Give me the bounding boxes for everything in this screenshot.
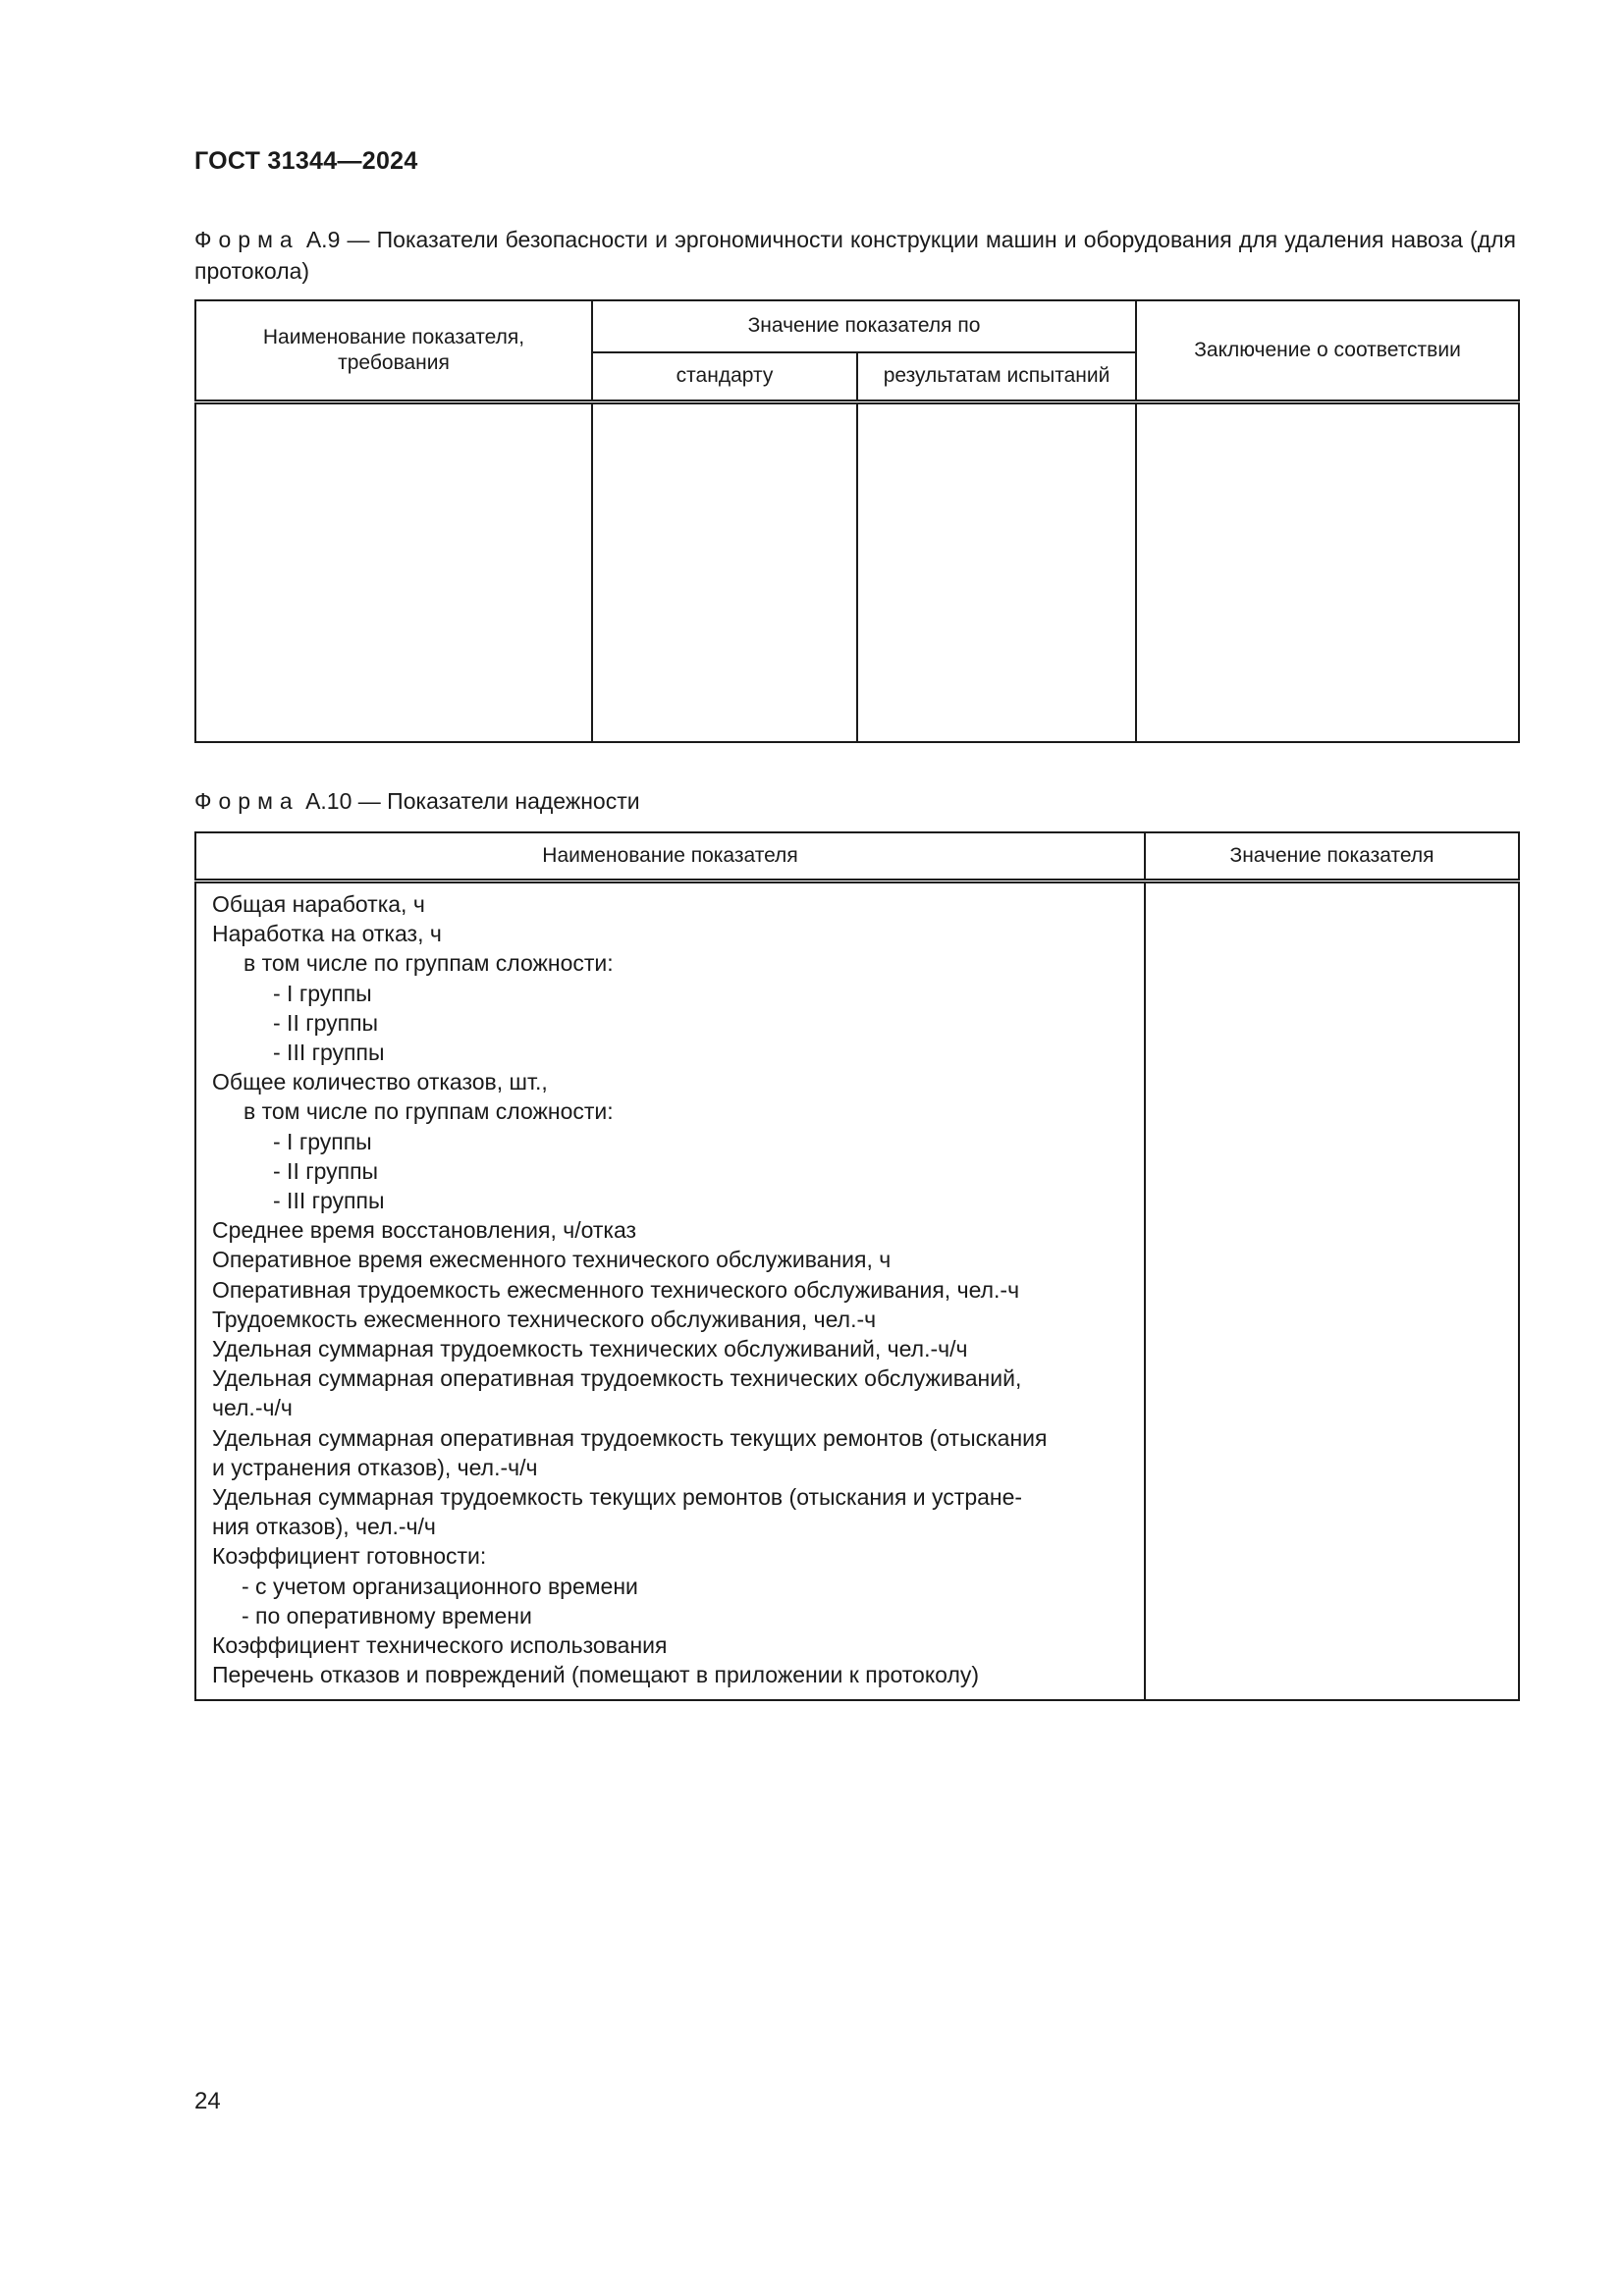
column-header-conclusion: Заключение о соответствии [1136, 300, 1519, 402]
column-header-indicator-name: Наименование показателя [195, 832, 1145, 881]
list-item: Трудоемкость ежесменного технического обслуживания, чел.-ч [212, 1306, 877, 1332]
column-header-indicator-value: Значение показателя [1145, 832, 1519, 881]
list-item: Общая наработка, ч [212, 891, 425, 917]
form-a10-caption [194, 785, 1516, 817]
column-header-test-results: результатам испытаний [857, 352, 1136, 402]
list-item: - III группы [273, 1188, 385, 1214]
list-item: - по оперативному времени [242, 1602, 532, 1629]
list-item: ния отказов), чел.-ч/ч [212, 1514, 436, 1540]
form-a10-caption-prefix: Форма [194, 788, 299, 814]
list-item: Перечень отказов и повреждений (помещают в приложении к протоколу) [212, 1662, 980, 1688]
document-standard-number: ГОСТ 31344—2024 [194, 147, 418, 175]
list-item: в том числе по группам сложности: [244, 1098, 614, 1125]
list-item: Удельная суммарная трудоемкость технических обслуживаний, чел.-ч/ч [212, 1336, 968, 1362]
empty-cell-indicator-name [195, 402, 592, 743]
page-number: 24 [194, 2088, 221, 2114]
list-item: Общее количество отказов, шт., [212, 1069, 548, 1095]
list-item: чел.-ч/ч [212, 1395, 293, 1421]
list-item: Оперативное время ежесменного технического обслуживания, ч [212, 1247, 892, 1273]
list-item: Удельная суммарная оперативная трудоемкость технических обслуживаний, [212, 1365, 1022, 1392]
form-a10-table [194, 831, 1520, 1701]
list-item: Удельная суммарная трудоемкость текущих ремонтов (отыскания и устране- [212, 1484, 1023, 1511]
reliability-indicators-list [195, 881, 1145, 1701]
list-item: Коэффициент готовности: [212, 1543, 487, 1570]
list-item: в том числе по группам сложности: [244, 950, 614, 977]
list-item: Оперативная трудоемкость ежесменного технического обслуживания, чел.-ч [212, 1276, 1020, 1303]
empty-cell-indicator-value [1145, 881, 1519, 1701]
form-a9-caption-prefix: Форма [194, 227, 299, 252]
list-item: и устранения отказов), чел.-ч/ч [212, 1454, 538, 1480]
empty-cell-test-results [857, 402, 1136, 743]
column-header-value-group: Значение показателя по [592, 300, 1136, 352]
list-item: - I группы [273, 980, 372, 1006]
form-a9-caption-text: А.9 — Показатели безопасности и эргономичности конструкции машин и оборудования для удаления навоза (для протокола) [194, 227, 1517, 284]
column-header-indicator-name: Наименование показателя, требования [195, 300, 592, 402]
list-item: Среднее время восстановления, ч/отказ [212, 1217, 637, 1244]
list-item: - II группы [273, 1009, 379, 1036]
list-item: Удельная суммарная оперативная трудоемкость текущих ремонтов (отыскания [212, 1424, 1048, 1451]
list-item: - II группы [273, 1157, 379, 1184]
column-header-standard: стандарту [592, 352, 857, 402]
form-a9-caption [194, 224, 1516, 287]
form-a10-caption-text: А.10 — Показатели надежности [305, 788, 640, 814]
list-item: Коэффициент технического использования [212, 1632, 668, 1659]
form-a9-table [194, 299, 1520, 743]
list-item: - III группы [273, 1040, 385, 1066]
list-item: - с учетом организационного времени [242, 1573, 638, 1599]
empty-cell-standard [592, 402, 857, 743]
list-item: Наработка на отказ, ч [212, 921, 442, 947]
empty-cell-conclusion [1136, 402, 1519, 743]
list-item: - I группы [273, 1128, 372, 1154]
